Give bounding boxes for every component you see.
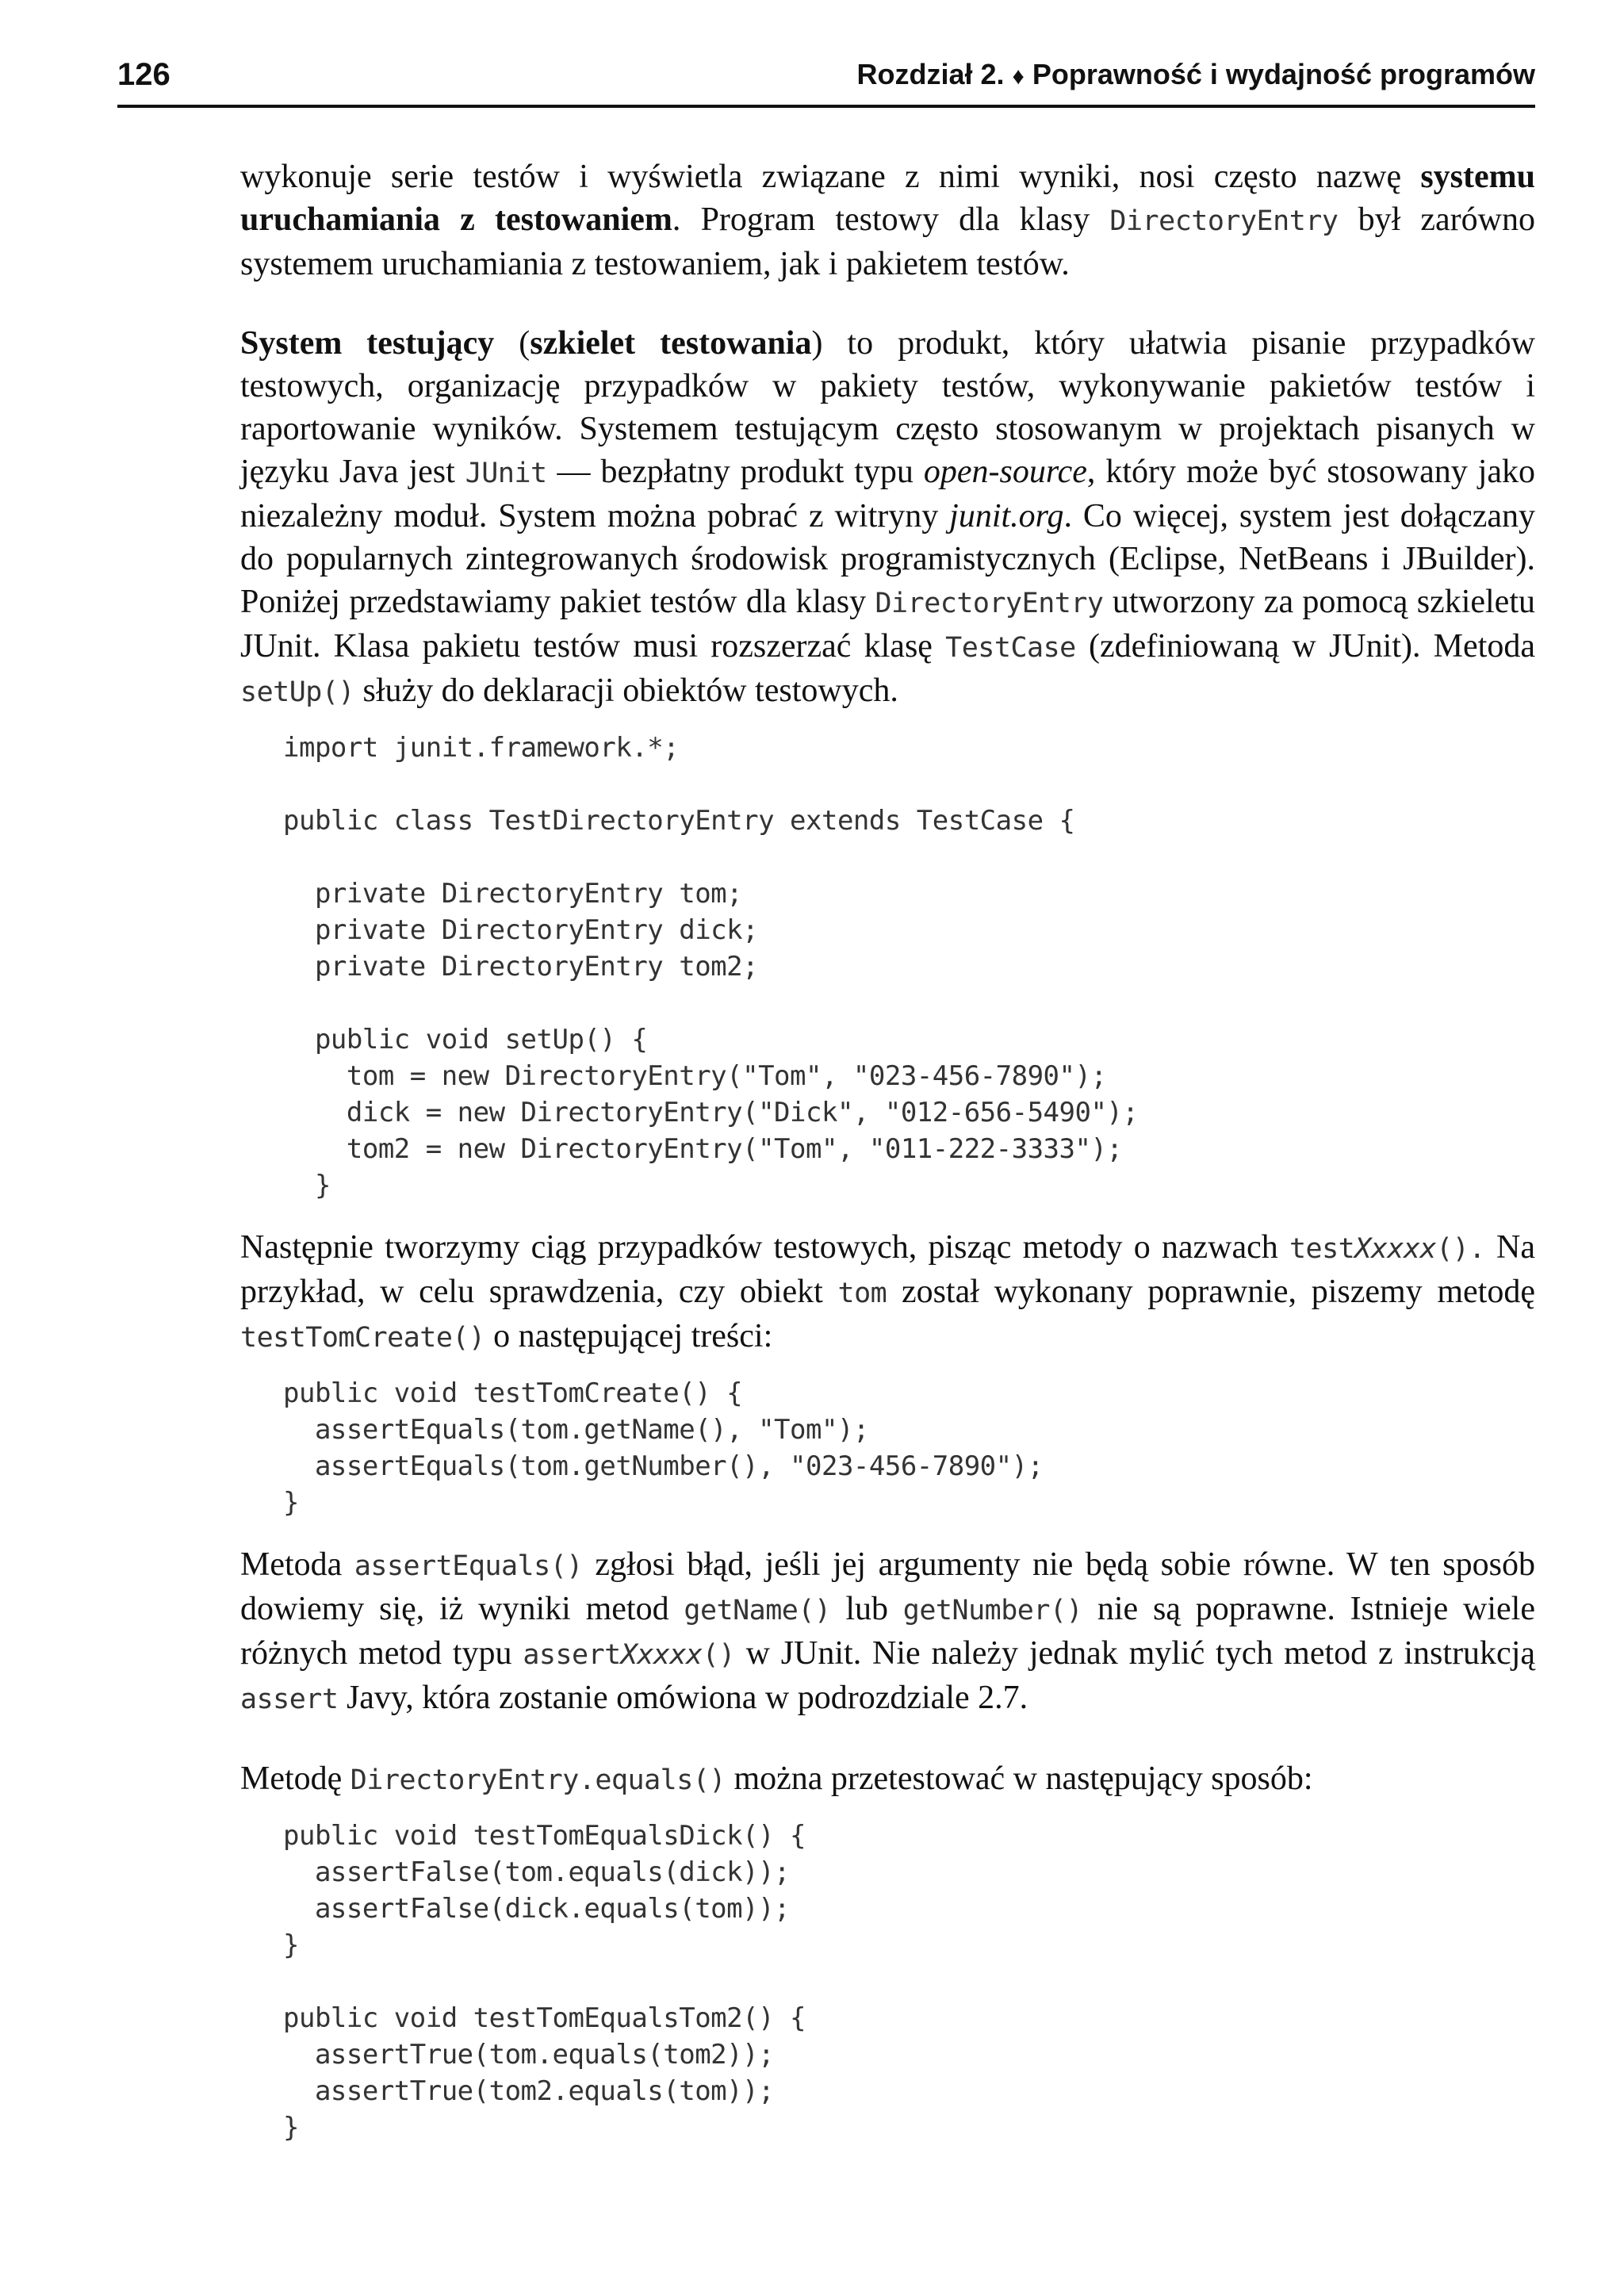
code-part-italic: Xxxxx (1354, 1233, 1437, 1265)
inline-code: assertEquals() (354, 1550, 583, 1582)
text-run: można przetestować w następujący sposób: (725, 1760, 1313, 1797)
text-run: ) to produkt, który ułatwia pisanie przypadków testowych, organizację przypadków w pakiety testów, wykonywanie pakietów testów i raportowanie wyników. Systemem testującym często stosowanym w projektach pisanych w języku Java jest (240, 325, 1535, 490)
inline-code: DirectoryEntry (875, 588, 1104, 619)
text-run: wykonuje serie testów i wyświetla związane z nimi wyniki, nosi często nazwę (240, 159, 1421, 195)
page-number: 126 (117, 57, 170, 92)
text-run: utworzony za pomocą szkieletu JUnit. Klasa pakietu testów musi rozszerzać klasę (240, 584, 1535, 665)
page-content (240, 155, 1535, 2146)
code-block-setup: import junit.framework.*; public class TestDirectoryEntry extends TestCase { private DirectoryEntry tom; private DirectoryEntry dick; private DirectoryEntry tom2; public void setUp() { tom = new DirectoryEntry("Tom", "023-456-7890"); dick = new DirectoryEntry("Dick", "012-656-5490"); tom2 = new DirectoryEntry("Tom", "011-222-3333"); } (283, 732, 1139, 1201)
text-run: nie są poprawne. Istnieje wiele różnych metod typu (240, 1591, 1535, 1672)
text-run: został wykonany poprawnie, piszemy metodę (887, 1274, 1535, 1310)
text-run: Metoda (240, 1546, 354, 1583)
url-italic: junit.org (949, 498, 1064, 534)
inline-code: setUp() (240, 676, 355, 708)
paragraph-test-cases (240, 1226, 1535, 1359)
text-run: Javy, która zostanie omówiona w podrozdziale 2.7. (338, 1680, 1028, 1716)
section-title: Poprawność i wydajność programów (1032, 58, 1535, 90)
text-run: Następnie tworzymy ciąg przypadków testowych, pisząc metody o nazwach (240, 1229, 1289, 1266)
paragraph-equals (240, 1757, 1535, 1802)
inline-code: getName() (684, 1595, 831, 1626)
text-run: . Program testowy dla klasy (672, 201, 1110, 238)
diamond-icon: ♦ (1012, 63, 1025, 90)
paragraph-system-testing (240, 322, 1535, 714)
running-head (857, 52, 1535, 99)
inline-code: DirectoryEntry.equals() (350, 1764, 726, 1796)
paragraph-assert-equals (240, 1543, 1535, 1721)
inline-code: testTomCreate() (240, 1322, 485, 1354)
inline-code (523, 1639, 734, 1671)
text-run: służy do deklaracji obiektów testowych. (354, 672, 898, 709)
text-run: Metodę (240, 1760, 350, 1797)
text-run: zgłosi błąd, jeśli jej argumenty nie będą sobie równe. W ten sposób dowiemy się, iż wyniki metod (240, 1546, 1535, 1627)
inline-code: JUnit (465, 458, 547, 489)
inline-code (1289, 1233, 1485, 1265)
text-run: w JUnit. Nie należy jednak mylić tych metod z instrukcją (734, 1635, 1536, 1672)
code-part-italic: Xxxxx (620, 1639, 703, 1671)
term-bold: systemu uruchamiania z testowaniem (240, 159, 1535, 238)
code-part: test (1289, 1233, 1355, 1265)
text-run: , który może być stosowany jako niezależny moduł. System można pobrać z witryny (240, 454, 1536, 534)
text-run: Na przykład, w celu sprawdzenia, czy obiekt (240, 1229, 1535, 1310)
inline-code: DirectoryEntry (1109, 205, 1339, 237)
code-part: () (702, 1639, 735, 1671)
term-italic: open-source (923, 454, 1087, 490)
chapter-label: Rozdział 2. (856, 58, 1005, 90)
term-bold: System testujący (240, 325, 495, 362)
code-part: assert (523, 1639, 621, 1671)
text-run: . Co więcej, system jest dołączany do popularnych zintegrowanych środowisk programistycznych (Eclipse, NetBeans i JBuilder). Poniżej przedstawiamy pakiet testów dla klasy (240, 498, 1535, 620)
code-block-test-equals: public void testTomEqualsDick() { assertFalse(tom.equals(dick)); assertFalse(dick.equals(tom)); } public void testTomEqualsTom2() { assertTrue(tom.equals(tom2)); assertTrue(tom2.equals(tom)); } (283, 1820, 806, 2144)
term-bold: szkielet testowania (530, 325, 812, 362)
text-run: — bezpłatny produkt typu (546, 454, 924, 490)
text-run: (zdefiniowaną w JUnit). Metoda (1075, 628, 1535, 665)
text-run: był zarówno systemem uruchamiania z testowaniem, jak i pakietem testów. (240, 201, 1535, 282)
inline-code: TestCase (945, 632, 1076, 664)
page-header (117, 52, 1535, 108)
inline-code: tom (837, 1278, 887, 1309)
inline-code: getNumber() (902, 1595, 1083, 1626)
paragraph-intro (240, 155, 1535, 285)
text-run: ( (494, 325, 530, 362)
code-block-test-create: public void testTomCreate() { assertEquals(tom.getName(), "Tom"); assertEquals(tom.getNumber(), "023-456-7890"); } (283, 1377, 1044, 1519)
inline-code: assert (240, 1684, 339, 1715)
text-run: o następującej treści: (485, 1318, 773, 1354)
code-part: (). (1436, 1233, 1485, 1265)
text-run: lub (830, 1591, 903, 1627)
